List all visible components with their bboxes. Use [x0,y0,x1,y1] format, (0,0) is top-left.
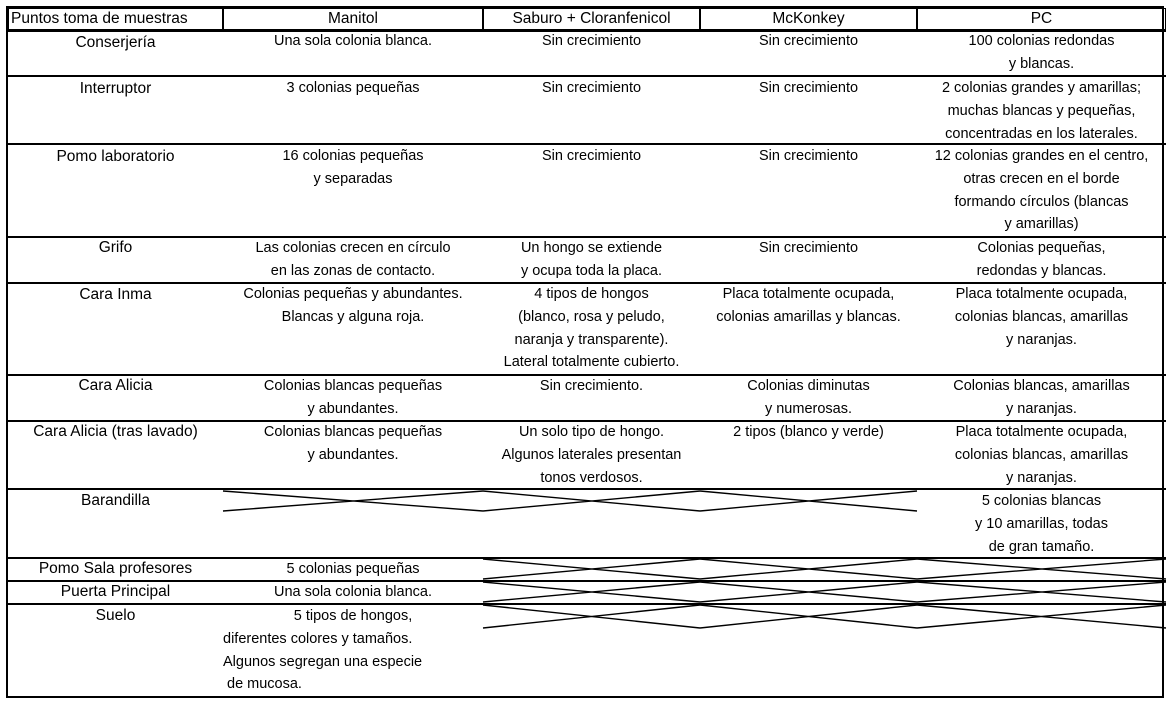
cell-mckonkey: Sin crecimiento [758,148,859,164]
cell-saburo: Sin crecimiento [541,33,642,49]
cell-mckonkey: Placa totalmente ocupada, colonias amarillas y blancas. [716,286,901,325]
cell-mckonkey: Sin crecimiento [758,80,859,96]
row-label: Grifo [98,239,133,256]
cell-pc: Placa totalmente ocupada, colonias blancas, amarillas y naranjas. [954,424,1129,486]
cell-saburo: Sin crecimiento. [539,378,644,394]
cell-mckonkey: Sin crecimiento [758,240,859,256]
header-manitol: Manitol [223,8,483,30]
row-label: Suelo [95,607,136,624]
cell-manitol: Las colonias crecen en círculo en las zonas de contacto. [255,240,451,279]
cell-manitol: Una sola colonia blanca. [274,584,432,600]
cell-manitol: 5 tipos de hongos, diferentes colores y tamaños. Algunos segregan una especie de mucosa. [223,608,423,693]
cell-pc: Colonias blancas, amarillas y naranjas. [953,378,1130,417]
results-table [6,6,1164,698]
cell-manitol: Colonias blancas pequeñas y abundantes. [263,378,443,417]
cell-saburo: Sin crecimiento [541,80,642,96]
empty-cells-crossout [8,8,1166,700]
crossout-mark [700,582,917,602]
crossout-mark [483,605,700,628]
crossout-mark [700,491,917,511]
row-label: Barandilla [81,492,150,509]
cell-manitol: Colonias blancas pequeñas y abundantes. [263,424,443,463]
cell-pc: 5 colonias blancas y 10 amarillas, todas de gran tamaño. [975,493,1108,555]
cell-saburo: Sin crecimiento [541,148,642,164]
cell-saburo: Un solo tipo de hongo. Algunos laterales presentan tonos verdosos. [501,424,682,486]
crossout-mark [700,559,917,579]
row-label: Cara Inma [79,286,152,303]
row-label: Puerta Principal [60,583,171,600]
cell-manitol: 3 colonias pequeñas [286,80,420,96]
cell-pc: 12 colonias grandes en el centro, otras crecen en el borde formando círculos (blancas y amarillas) [934,148,1149,233]
cell-pc: 100 colonias redondas y blancas. [968,33,1115,72]
header-sample-points: Puntos toma de muestras [8,8,223,30]
cell-saburo: 4 tipos de hongos (blanco, rosa y peludo, naranja y transparente). Lateral totalmente cubierto. [503,286,680,371]
cell-saburo: Un hongo se extiende y ocupa toda la placa. [520,240,663,279]
row-label: Cara Alicia (tras lavado) [33,423,198,440]
row-label: Interruptor [79,80,152,97]
row-label: Pomo Sala profesores [38,560,193,577]
cell-mckonkey: Colonias diminutas y numerosas. [747,378,870,417]
header-pc: PC [917,8,1166,30]
cell-pc: Placa totalmente ocupada, colonias blancas, amarillas y naranjas. [954,286,1129,348]
cell-pc: Colonias pequeñas, redondas y blancas. [976,240,1107,279]
crossout-mark [483,582,700,602]
crossout-mark [223,491,483,511]
crossout-mark [483,491,700,511]
row-label: Cara Alicia [78,377,153,394]
cell-pc: 2 colonias grandes y amarillas; muchas blancas y pequeñas, concentradas en los laterales. [941,80,1142,142]
crossout-mark [483,559,700,579]
header-mckonkey: McKonkey [700,8,917,30]
row-label: Conserjería [75,34,156,51]
cell-manitol: Una sola colonia blanca. [274,33,432,49]
crossout-mark [917,605,1166,628]
cell-mckonkey: 2 tipos (blanco y verde) [733,424,884,440]
crossout-mark [917,559,1166,579]
crossout-mark [917,582,1166,602]
cell-mckonkey: Sin crecimiento [758,33,859,49]
cell-manitol: Colonias pequeñas y abundantes. Blancas y alguna roja. [243,286,463,325]
cell-manitol: 5 colonias pequeñas [286,561,420,577]
row-label: Pomo laboratorio [56,148,175,165]
crossout-mark [700,605,917,628]
cell-manitol: 16 colonias pequeñas y separadas [282,148,424,187]
header-saburo: Saburo + Cloranfenicol [483,8,700,30]
